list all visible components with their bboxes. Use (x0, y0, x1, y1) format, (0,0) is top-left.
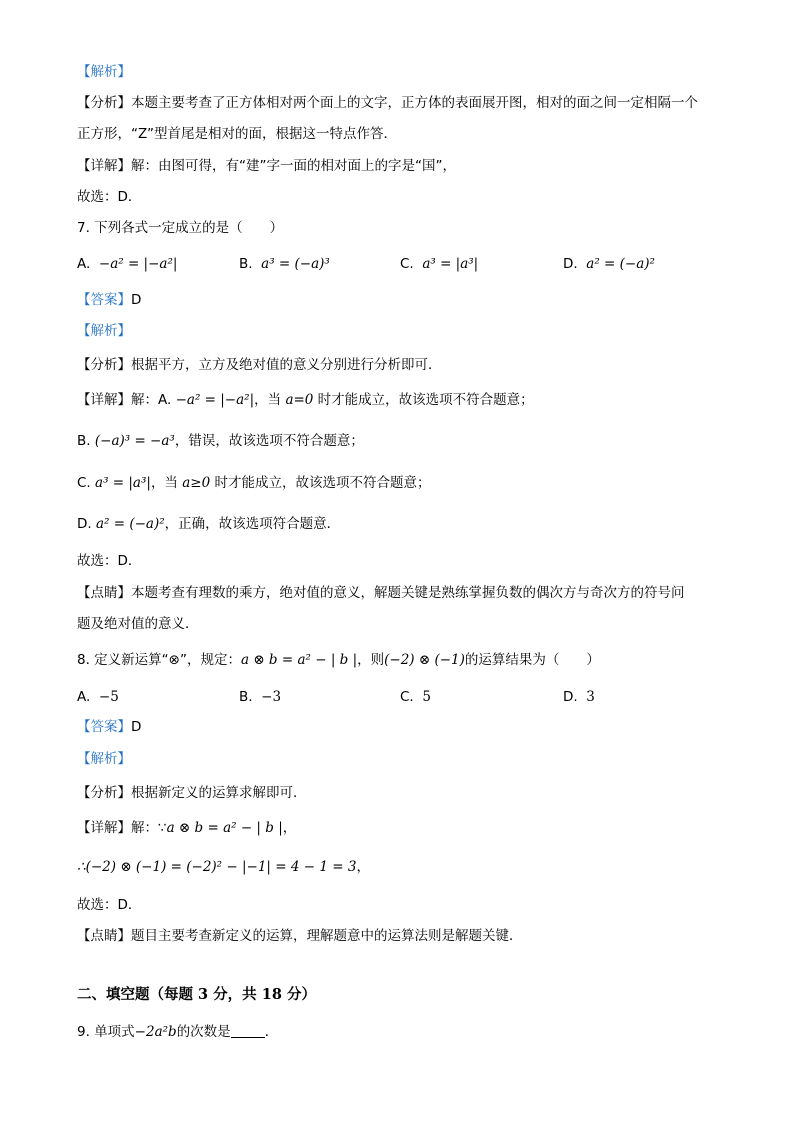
q8-fenxi: 【分析】根据新定义的运算求解即可． (77, 785, 307, 801)
q9-expr: −2a²b (134, 1024, 177, 1040)
q7-fenxi (77, 355, 442, 375)
q7-xiangjie-b-expr: (−a)³ = −a³ (94, 433, 175, 449)
q7-xiangjie-c-cond: a≥0 (182, 475, 211, 491)
q8-dianjing: 【点睛】题目主要考查新定义的运算，理解题意中的运算法则是解题关键． (77, 928, 523, 944)
q7-xiangjie-a: 【详解】解：A. −a² = |−a²|，当 a=0 时才能成立，故该选项不符合题意； (77, 392, 534, 408)
q7-xiangjie-a-cond: a=0 (285, 392, 314, 408)
q7-answer (77, 290, 141, 310)
q7-option-b: B. a³ = (−a)³ (239, 256, 330, 272)
q6-jiexi-heading: 【解析】 (77, 64, 131, 80)
section2-title: 二、填空题（每题 3 分，共 18 分） (77, 986, 316, 1003)
q8-option-d: D. 3 (563, 689, 595, 705)
q8-fenxi-tag: 【分析】 (77, 785, 131, 801)
q8-answer-choice: 故选：D． (77, 897, 142, 913)
q7-dianjing-line1: 【点睛】本题考查有理数的乘方，绝对值的意义，解题关键是熟练掌握负数的偶次方与奇次方的符号问 (77, 585, 685, 601)
q7-answer-choice: 故选：D． (77, 553, 142, 569)
q8-option-d-value: 3 (586, 689, 595, 705)
q7-daan-value: D (131, 292, 142, 308)
q8-stem: 8. 定义新运算“⊗”，规定：a ⊗ b = a² − | b |，则(−2) ⊗ (−1)的运算结果为（ ） (77, 652, 600, 668)
q8-daan-value: D (131, 719, 142, 735)
q7-xiangjie-d-expr: a² = (−a)² (95, 516, 165, 532)
q7-option-c: C. a³ = |a³| (400, 256, 479, 272)
q7-xiangjie-b: B. (−a)³ = −a³，错误，故该选项不符合题意； (77, 433, 364, 449)
q6-fenxi-line1 (77, 93, 698, 113)
q7-option-d-expr: a² = (−a)² (586, 256, 655, 272)
q6-xiangjie (77, 156, 456, 176)
q7-option-c-expr: a³ = |a³| (422, 256, 479, 272)
q7-option-b-expr: a³ = (−a)³ (261, 256, 330, 272)
q8-daan-tag: 【答案】 (77, 719, 131, 735)
q7-option-d: D. a² = (−a)² (563, 256, 655, 272)
q8-xiangjie-tag: 【详解】 (77, 820, 131, 836)
q8-option-b-value: −3 (261, 689, 282, 705)
q8-stem-expr: (−2) ⊗ (−1) (384, 652, 465, 668)
q7-fenxi-text: 根据平方，立方及绝对值的意义分别进行分析即可． (131, 357, 442, 373)
q7-xiangjie-a-expr: −a² = |−a²| (175, 392, 255, 408)
q6-fenxi-tag: 【分析】 (77, 95, 131, 111)
q7-dianjing-line2: 题及绝对值的意义． (77, 616, 199, 632)
q7-xiangjie-tag: 【详解】 (77, 392, 131, 408)
q7-jiexi-heading: 【解析】 (77, 323, 131, 339)
q7-xiangjie-c: C. a³ = |a³|，当 a≥0 时才能成立，故该选项不符合题意； (77, 475, 431, 491)
q7-xiangjie-c-expr: a³ = |a³| (95, 475, 151, 491)
q8-stem-definition: a ⊗ b = a² − | b | (240, 652, 358, 668)
q8-jiexi-heading: 【解析】 (77, 751, 131, 767)
q7-xiangjie-d: D. a² = (−a)²，正确，故该选项符合题意． (77, 516, 341, 532)
q8-answer (77, 717, 141, 737)
q8-option-a: A. −5 (77, 689, 119, 705)
q6-fenxi-text-1: 本题主要考查了正方体相对两个面上的文字，正方体的表面展开图，相对的面之间一定相隔一个 (131, 95, 698, 111)
q8-calc-expr: ∴(−2) ⊗ (−1) = (−2)² − |−1| = 4 − 1 = 3 (77, 859, 357, 875)
q8-xiangjie-expr: a ⊗ b = a² − | b | (166, 820, 283, 836)
q6-xiangjie-text: 解：由图可得，有“建”字一面的相对面上的字是“国”， (131, 158, 456, 174)
q9-answer-blank[interactable] (231, 1023, 265, 1038)
q8-option-a-value: −5 (98, 689, 119, 705)
q8-option-b: B. −3 (239, 689, 282, 705)
q8-option-c-value: 5 (422, 689, 431, 705)
q7-option-a: A. −a² = |−a²| (77, 256, 178, 272)
q7-option-a-expr: −a² = |−a²| (98, 256, 178, 272)
q8-option-c: C. 5 (400, 689, 431, 705)
q6-answer-choice: 故选：D． (77, 189, 142, 205)
q8-calculation: ∴(−2) ⊗ (−1) = (−2)² − |−1| = 4 − 1 = 3， (77, 859, 370, 875)
q8-dianjing-tag: 【点睛】 (77, 928, 131, 944)
q7-daan-tag: 【答案】 (77, 292, 131, 308)
q7-stem: 7. 下列各式一定成立的是（ ） (77, 220, 284, 236)
q9-stem: 9. 单项式−2a²b的次数是 ． (77, 1024, 279, 1040)
q7-fenxi-tag: 【分析】 (77, 357, 131, 373)
q6-fenxi-line2: 正方形，“Z”型首尾是相对的面，根据这一特点作答． (77, 126, 397, 142)
q7-dianjing-tag: 【点睛】 (77, 585, 131, 601)
q8-xiangjie: 【详解】解：∵a ⊗ b = a² − | b |， (77, 820, 297, 836)
q6-xiangjie-tag: 【详解】 (77, 158, 131, 174)
